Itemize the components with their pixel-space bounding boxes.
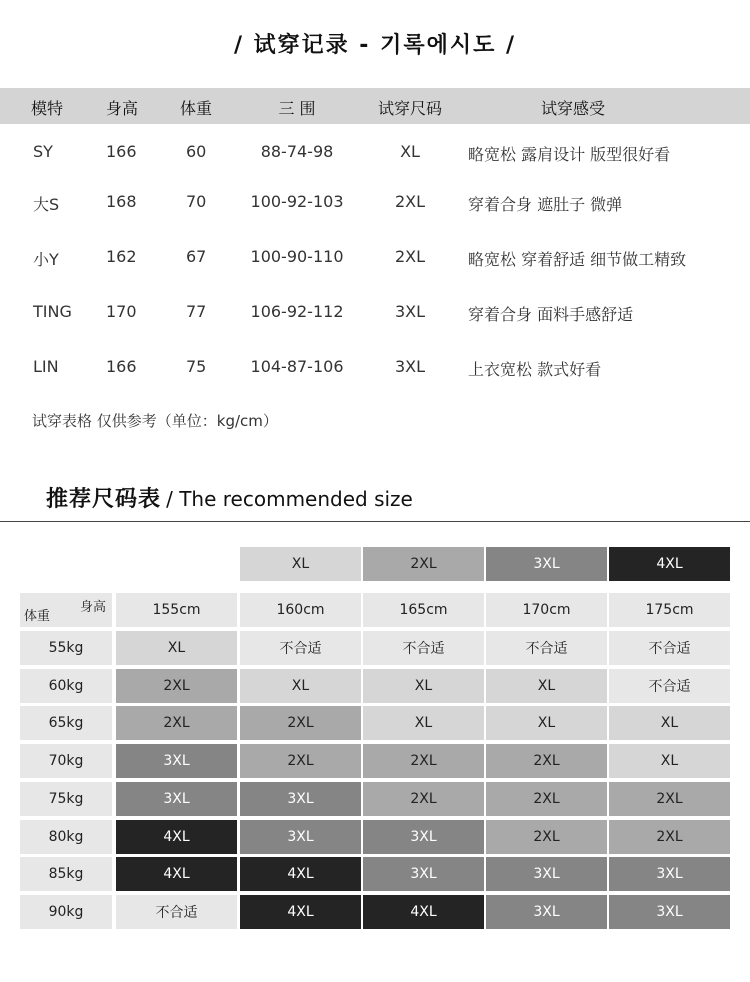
size-cell: 3XL [486, 857, 607, 891]
size-cell: 不合适 [609, 631, 730, 665]
size-cell: 4XL [116, 857, 237, 891]
trial-cell-model: 小Y [33, 250, 59, 269]
trial-cell-weight: 67 [186, 247, 207, 266]
size-cell: 3XL [363, 820, 484, 854]
trial-cell-weight: 60 [186, 142, 207, 161]
height-header: 155cm [116, 593, 237, 627]
weight-label: 70kg [20, 744, 112, 778]
size-cell: 4XL [240, 857, 361, 891]
trial-note: 试穿表格 仅供参考（单位：kg/cm） [32, 412, 278, 430]
size-cell: 3XL [363, 857, 484, 891]
size-cell: XL [609, 706, 730, 740]
size-cell: 2XL [363, 782, 484, 816]
legend-4xl: 4XL [609, 547, 730, 581]
recommend-title-zh: 推荐尺码表 [46, 487, 162, 512]
weight-label: 80kg [20, 820, 112, 854]
size-cell: XL [486, 669, 607, 703]
header-weight: 体重 [180, 99, 213, 118]
size-cell: 3XL [240, 820, 361, 854]
trial-cell-feeling: 穿着合身 面料手感舒适 [468, 305, 634, 324]
recommend-title [46, 482, 413, 513]
trial-cell-height: 170 [106, 302, 137, 321]
size-cell: 不合适 [116, 895, 237, 929]
size-cell: XL [240, 669, 361, 703]
size-cell: 2XL [116, 706, 237, 740]
trial-cell-measurements: 100-92-103 [250, 192, 344, 211]
size-cell: 3XL [609, 857, 730, 891]
size-cell: XL [363, 706, 484, 740]
size-cell: 不合适 [609, 669, 730, 703]
recommend-title-en: / The recommended size [166, 487, 413, 511]
legend-2xl: 2XL [363, 547, 484, 581]
size-cell: 2XL [240, 706, 361, 740]
trial-cell-model: SY [33, 142, 53, 161]
size-cell: 2XL [609, 782, 730, 816]
trial-cell-model: TING [33, 302, 72, 321]
height-header: 175cm [609, 593, 730, 627]
legend-xl: XL [240, 547, 361, 581]
size-cell: 不合适 [240, 631, 361, 665]
table-row [0, 142, 750, 172]
size-cell: 2XL [486, 782, 607, 816]
trial-cell-weight: 75 [186, 357, 207, 376]
header-trial-size: 试穿尺码 [377, 99, 443, 118]
size-cell: 4XL [116, 820, 237, 854]
trial-cell-measurements: 106-92-112 [250, 302, 344, 321]
size-cell: 3XL [486, 895, 607, 929]
size-cell: 2XL [486, 820, 607, 854]
size-cell: XL [609, 744, 730, 778]
legend-3xl: 3XL [486, 547, 607, 581]
corner-weight-label: 体重 [24, 609, 51, 624]
weight-label: 60kg [20, 669, 112, 703]
size-cell: 2XL [609, 820, 730, 854]
trial-cell-feeling: 略宽松 穿着舒适 细节做工精致 [468, 250, 687, 269]
size-cell: XL [486, 706, 607, 740]
table-row [0, 192, 750, 222]
trial-cell-trial-size: 2XL [394, 247, 426, 266]
size-cell: 3XL [240, 782, 361, 816]
trial-cell-trial-size: 3XL [394, 302, 426, 321]
size-cell: 3XL [116, 782, 237, 816]
table-row [0, 357, 750, 387]
size-cell: 2XL [240, 744, 361, 778]
size-cell: XL [363, 669, 484, 703]
table-row [0, 247, 750, 277]
size-cell: 不合适 [363, 631, 484, 665]
table-row [0, 302, 750, 332]
trial-cell-trial-size: 3XL [394, 357, 426, 376]
size-cell: 2XL [363, 744, 484, 778]
header-model: 模特 [31, 99, 64, 118]
height-header: 160cm [240, 593, 361, 627]
trial-cell-feeling: 上衣宽松 款式好看 [468, 360, 602, 379]
weight-label: 55kg [20, 631, 112, 665]
trial-cell-height: 166 [106, 142, 137, 161]
trial-cell-height: 168 [106, 192, 137, 211]
height-header: 170cm [486, 593, 607, 627]
header-height: 身高 [106, 99, 139, 118]
trial-cell-measurements: 100-90-110 [250, 247, 344, 266]
trial-cell-height: 166 [106, 357, 137, 376]
weight-label: 90kg [20, 895, 112, 929]
trial-cell-height: 162 [106, 247, 137, 266]
size-cell: 4XL [240, 895, 361, 929]
trial-cell-trial-size: 2XL [394, 192, 426, 211]
size-cell: 3XL [116, 744, 237, 778]
size-cell: 2XL [116, 669, 237, 703]
trial-cell-measurements: 104-87-106 [250, 357, 344, 376]
size-cell: 4XL [363, 895, 484, 929]
size-cell: XL [116, 631, 237, 665]
page-title: / 试穿记录 - 기록에시도 / [233, 33, 517, 58]
trial-cell-model: 大S [33, 195, 60, 214]
trial-cell-measurements: 88-74-98 [260, 142, 334, 161]
trial-cell-weight: 77 [186, 302, 207, 321]
size-cell: 2XL [486, 744, 607, 778]
weight-label: 85kg [20, 857, 112, 891]
trial-cell-model: LIN [33, 357, 59, 376]
trial-cell-trial-size: XL [400, 142, 420, 161]
trial-cell-feeling: 穿着合身 遮肚子 微弹 [468, 195, 623, 214]
weight-label: 75kg [20, 782, 112, 816]
corner-height-label: 身高 [79, 600, 106, 615]
size-cell: 3XL [609, 895, 730, 929]
section-divider [0, 521, 750, 522]
weight-label: 65kg [20, 706, 112, 740]
height-header: 165cm [363, 593, 484, 627]
header-trial-feeling: 试穿感受 [540, 99, 606, 118]
trial-cell-feeling: 略宽松 露肩设计 版型很好看 [468, 145, 671, 164]
header-measurements: 三 围 [278, 99, 316, 118]
trial-cell-weight: 70 [186, 192, 207, 211]
trial-table-header [0, 88, 750, 124]
size-cell: 不合适 [486, 631, 607, 665]
chart-corner [20, 593, 112, 627]
